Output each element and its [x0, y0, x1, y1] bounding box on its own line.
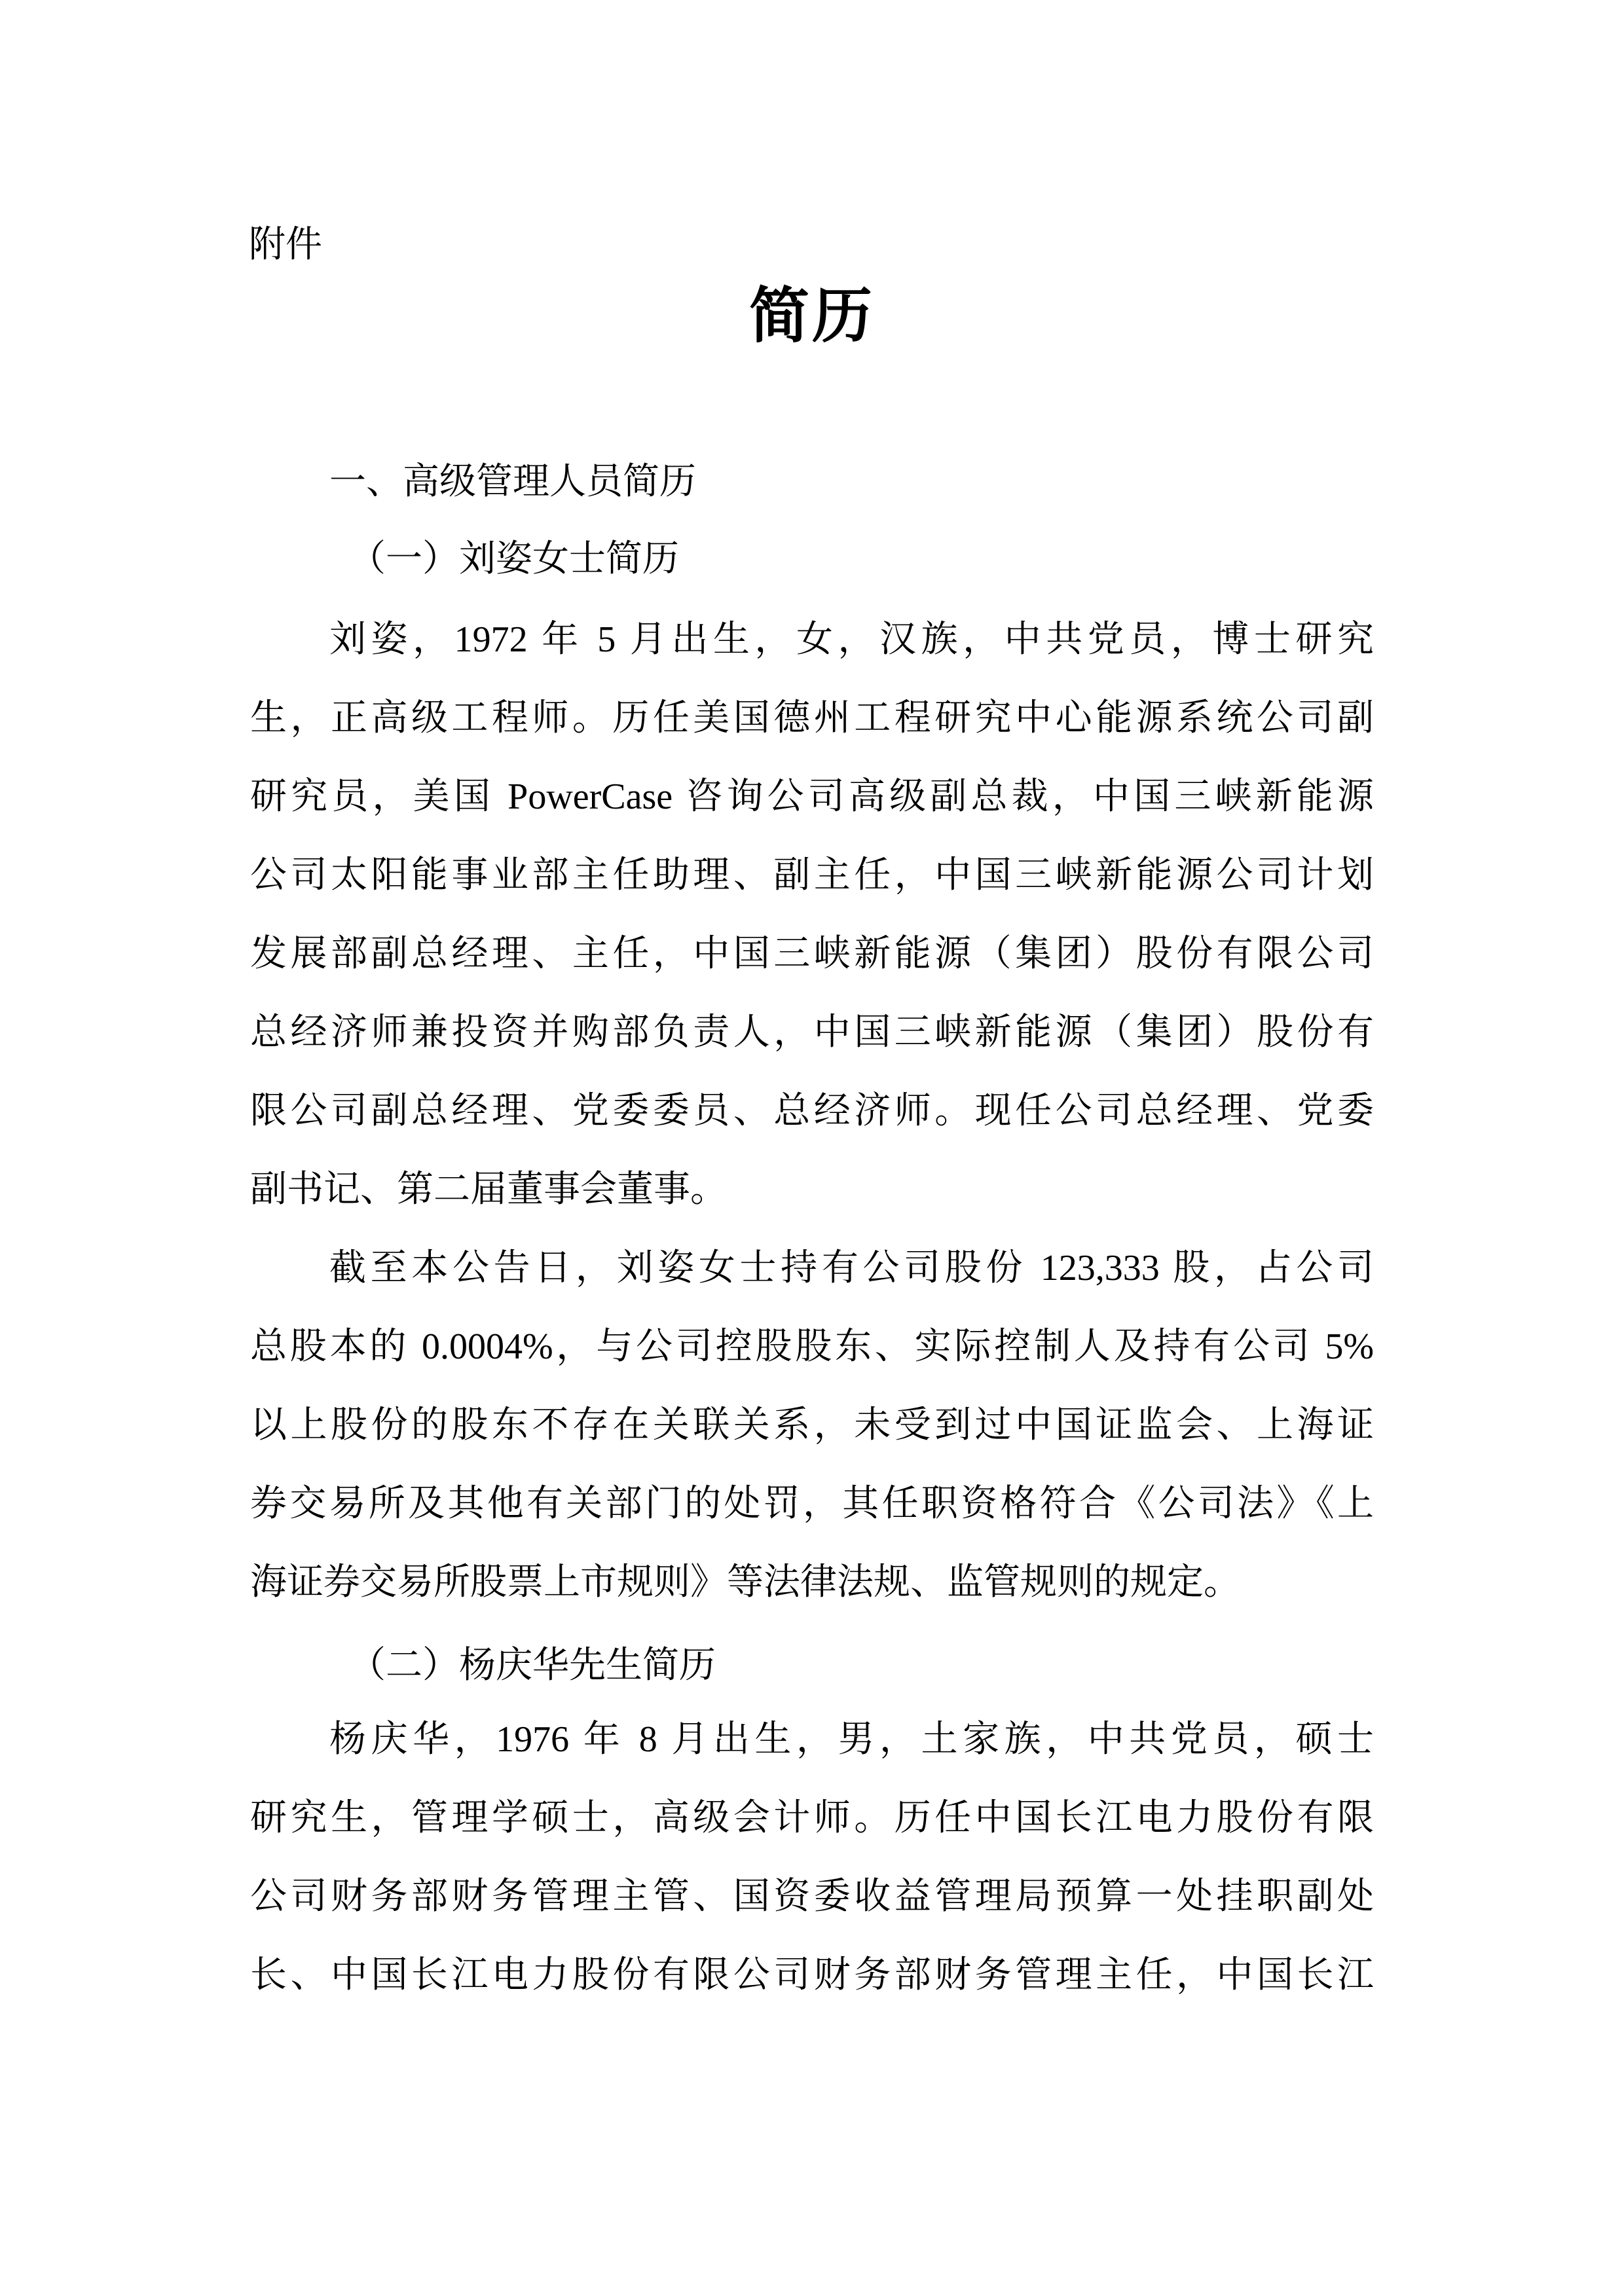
paragraph-line: 发展部副总经理、主任，中国三峡新能源（集团）股份有限公司: [250, 934, 1374, 974]
paragraph-line: 研究生，管理学硕士，高级会计师。历任中国长江电力股份有限: [250, 1798, 1374, 1838]
paragraph-line: 总经济师兼投资并购部负责人，中国三峡新能源（集团）股份有: [250, 1012, 1374, 1053]
paragraph-line: 以上股份的股东不存在关联关系，未受到过中国证监会、上海证: [250, 1405, 1374, 1446]
subsection-heading-liu-zi: （一）刘姿女士简历: [349, 539, 679, 579]
paragraph-line: 截至本公告日，刘姿女士持有公司股份 123,333 股，占公司: [329, 1248, 1374, 1288]
paragraph-line: 限公司副总经理、党委委员、总经济师。现任公司总经理、党委: [250, 1091, 1374, 1131]
paragraph-line: 公司太阳能事业部主任助理、副主任，中国三峡新能源公司计划: [250, 855, 1374, 896]
paragraph-line: 刘姿，1972 年 5 月出生，女，汉族，中共党员，博士研究: [329, 619, 1374, 660]
subsection-heading-yang-qinghua: （二）杨庆华先生简历: [349, 1645, 716, 1686]
paragraph-line: 总股本的 0.0004%，与公司控股股东、实际控制人及持有公司 5%: [250, 1326, 1374, 1367]
paragraph-line: 券交易所及其他有关部门的处罚，其任职资格符合《公司法》《上: [250, 1484, 1374, 1524]
paragraph-line: 副书记、第二届董事会董事。: [250, 1169, 727, 1210]
paragraph-line: 生，正高级工程师。历任美国德州工程研究中心能源系统公司副: [250, 698, 1374, 738]
section-heading-senior-management: 一、高级管理人员简历: [329, 460, 696, 503]
paragraph-line: 研究员，美国 PowerCase 咨询公司高级副总裁，中国三峡新能源: [250, 776, 1374, 817]
attachment-label: 附件: [249, 223, 322, 266]
document-title: 简历: [748, 283, 875, 350]
paragraph-line: 海证券交易所股票上市规则》等法律法规、监管规则的规定。: [250, 1562, 1240, 1603]
paragraph-line: 长、中国长江电力股份有限公司财务部财务管理主任，中国长江: [250, 1955, 1374, 1995]
paragraph-line: 公司财务部财务管理主管、国资委收益管理局预算一处挂职副处: [250, 1876, 1374, 1917]
paragraph-line: 杨庆华，1976 年 8 月出生，男，土家族，中共党员，硕士: [329, 1719, 1374, 1760]
